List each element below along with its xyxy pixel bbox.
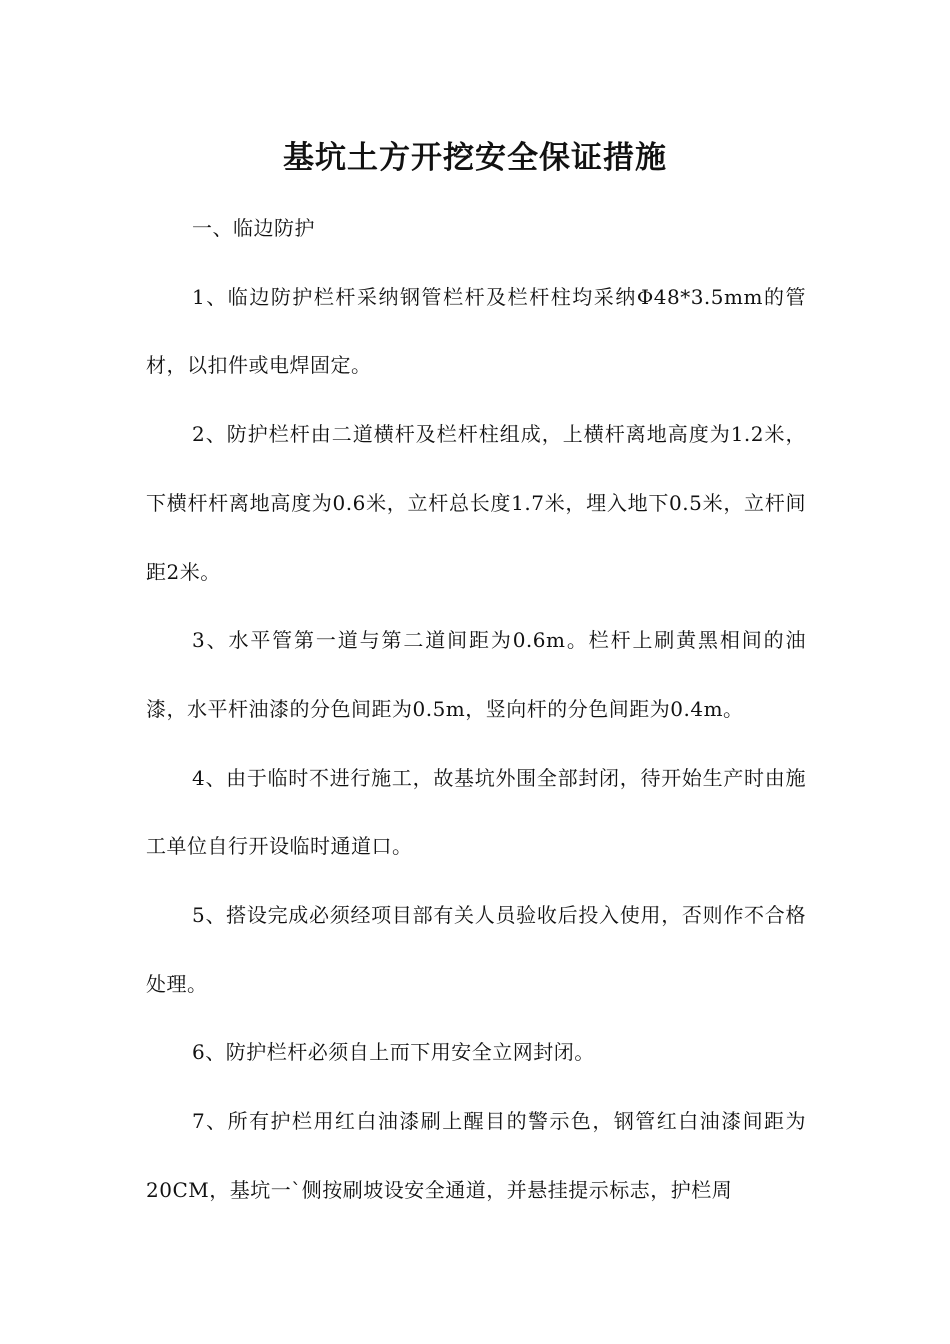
paragraph-5: 5、搭设完成必须经项目部有关人员验收后投入使用，否则作不合格处理。: [146, 903, 806, 996]
paragraph-1: 1、临边防护栏杆采纳钢管栏杆及栏杆柱均采纳Φ48*3.5mm的管材，以扣件或电焊固定。: [146, 284, 806, 378]
document-title: 基坑土方开挖安全保证措施: [283, 140, 667, 176]
paragraph-6: 6、防护栏杆必须自上而下用安全立网封闭。: [192, 1040, 595, 1065]
document-body: [146, 194, 806, 1225]
paragraph-3: 3、水平管第一道与第二道间距为0.6m。栏杆上刷黄黑相间的油漆，水平杆油漆的分色间距为0.5m，竖向杆的分色间距为0.4m。: [146, 628, 806, 721]
paragraph-4: 4、由于临时不进行施工，故基坑外围全部封闭，待开始生产时由施工单位自行开设临时通道口。: [146, 765, 806, 859]
paragraph-2: 2、防护栏杆由二道横杆及栏杆柱组成，上横杆离地高度为1.2米，下横杆杆离地高度为0.6米，立杆总长度1.7米，埋入地下0.5米，立杆间距2米。: [146, 422, 806, 584]
paragraph-7: 7、所有护栏用红白油漆刷上醒目的警示色，钢管红白油漆间距为20CM，基坑一`侧按刷坡设安全通道，并悬挂提示标志，护栏周: [146, 1109, 806, 1202]
section-heading: 一、临边防护: [192, 216, 315, 240]
